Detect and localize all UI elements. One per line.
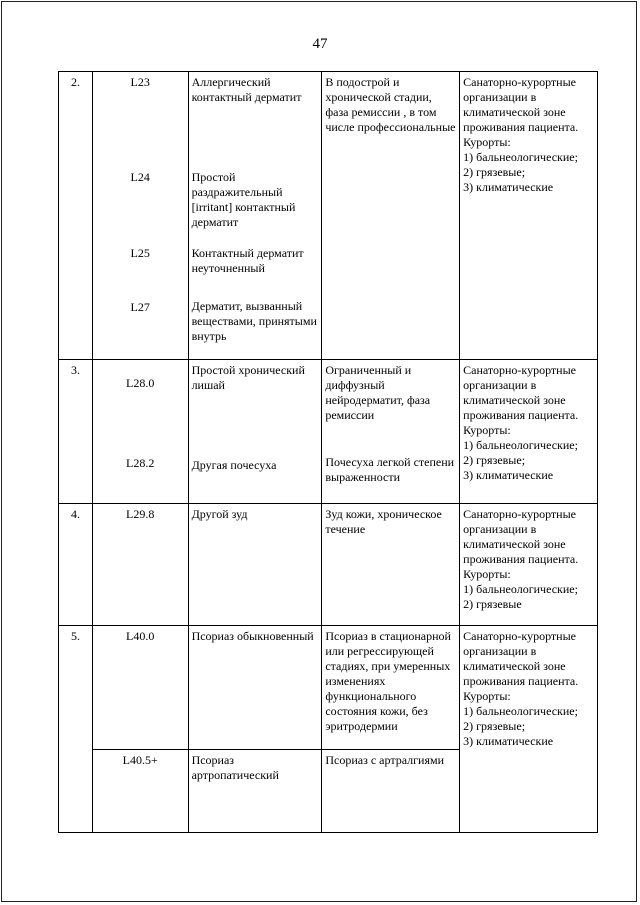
row-number: 5.: [59, 626, 93, 833]
resort-text: Курорты:: [463, 135, 511, 149]
diagnosis-code: L23: [130, 75, 150, 89]
row-number: 3.: [59, 360, 93, 504]
condition-cell: [322, 626, 460, 750]
diagnosis-code: L27: [130, 300, 150, 314]
condition-cell: [322, 750, 460, 833]
resort-text: 3) климатические: [463, 468, 554, 482]
diagnosis-code: L25: [130, 246, 150, 260]
diagnosis-name: Другой зуд: [191, 507, 248, 521]
diagnosis-name: Псориаз обыкновенный: [191, 629, 314, 643]
resort-text: 2) грязевые: [463, 597, 522, 611]
condition-cell: [322, 72, 460, 360]
table-row: [59, 504, 598, 626]
page-number: 47: [312, 36, 328, 52]
condition-text: Ограниченный и диффузный нейродерматит, фаза ремиссии: [325, 363, 431, 422]
diagnosis-name: Псориаз артропатический: [191, 753, 279, 782]
resort-text: Санаторно-курортные организации в климатической зоне проживания пациента.: [463, 629, 579, 688]
table-row: [59, 626, 598, 750]
diagnosis-code: L29.8: [126, 507, 155, 521]
codes-cell: [92, 626, 188, 750]
diagnosis-cell: [188, 504, 322, 626]
condition-text: Почесуха легкой степени выраженности: [325, 455, 455, 484]
table-row: [59, 72, 598, 360]
resort-text: 1) бальнеологические;: [463, 582, 578, 596]
condition-cell: [322, 504, 460, 626]
diagnosis-name: Простой раздражительный [irritant] контактный дерматит: [191, 170, 296, 229]
resort-text: 1) бальнеологические;: [463, 704, 578, 718]
resort-indications-table: [58, 71, 598, 833]
row-number: 2.: [59, 72, 93, 360]
condition-cell: [322, 360, 460, 504]
diagnosis-cell: [188, 626, 322, 750]
row-number: 4.: [59, 504, 93, 626]
diagnosis-name: Другая почесуха: [191, 458, 277, 472]
diagnosis-name: Аллергический контактный дерматит: [191, 75, 302, 104]
codes-cell: [92, 360, 188, 504]
resort-text: 1) бальнеологические;: [463, 438, 578, 452]
resort-text: Курорты:: [463, 567, 511, 581]
diagnosis-cell: [188, 72, 322, 360]
resorts-cell: [460, 504, 598, 626]
resort-text: Курорты:: [463, 689, 511, 703]
resorts-cell: [460, 360, 598, 504]
diagnosis-code: L24: [130, 170, 150, 184]
condition-text: В подострой и хронической стадии, фаза ремиссии , в том числе профессиональные: [325, 75, 456, 134]
resort-text: Санаторно-курортные организации в климатической зоне проживания пациента.: [463, 75, 579, 134]
codes-cell: [92, 504, 188, 626]
condition-text: Зуд кожи, хроническое течение: [325, 507, 442, 536]
resort-text: 1) бальнеологические;: [463, 150, 578, 164]
resort-text: 2) грязевые;: [463, 719, 526, 733]
diagnosis-code: L40.0: [126, 629, 155, 643]
diagnosis-code: L28.0: [126, 376, 155, 390]
resort-text: Санаторно-курортные организации в климатической зоне проживания пациента.: [463, 507, 579, 566]
resort-text: 3) климатические: [463, 734, 554, 748]
resort-text: Курорты:: [463, 423, 511, 437]
resort-text: Санаторно-курортные организации в климатической зоне проживания пациента.: [463, 363, 579, 422]
resorts-cell: [460, 72, 598, 360]
condition-text: Псориаз в стационарной или регрессирующей стадиях, при умеренных изменениях функционального состояния кожи, без эритродермии: [325, 629, 451, 733]
resort-text: 2) грязевые;: [463, 453, 526, 467]
diagnosis-cell: [188, 360, 322, 504]
table-row: [59, 360, 598, 504]
diagnosis-code: L40.5+: [122, 753, 158, 767]
diagnosis-name: Контактный дерматит неуточненный: [191, 246, 304, 275]
diagnosis-name: Дерматит, вызванный веществами, принятыми внутрь: [191, 299, 317, 343]
diagnosis-name: Простой хронический лишай: [191, 363, 305, 392]
condition-text: Псориаз с артралгиями: [325, 753, 445, 767]
diagnosis-cell: [188, 750, 322, 833]
resorts-cell: [460, 626, 598, 833]
codes-cell: [92, 72, 188, 360]
codes-cell: [92, 750, 188, 833]
resort-text: 3) климатические: [463, 180, 554, 194]
diagnosis-code: L28.2: [126, 456, 155, 470]
resort-text: 2) грязевые;: [463, 165, 526, 179]
